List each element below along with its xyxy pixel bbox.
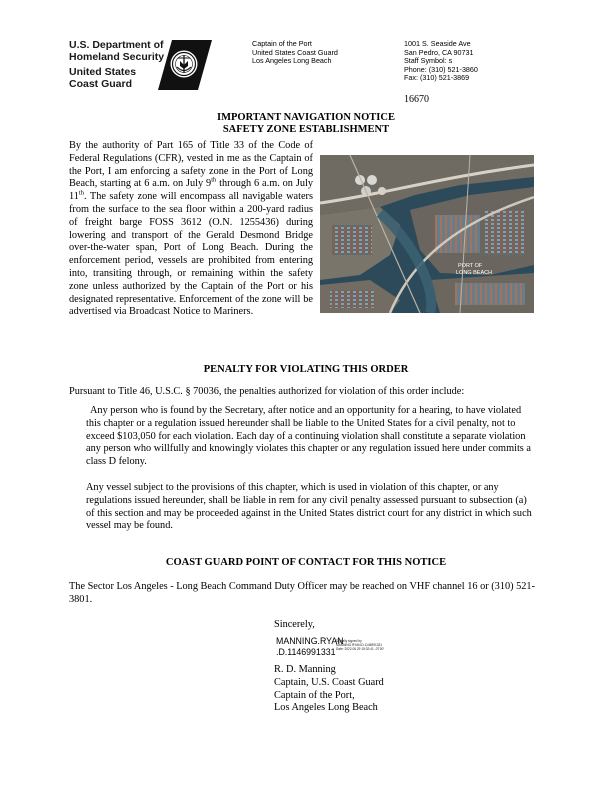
notice-text-c: . The safety zone will encompass all navigable waters from the surface to the sea floor within a 200-yard radius of freight barge FOSS 3612 (O.N. 1255436) during lowering and transport of the Gerald Desmond Bridge over-the-water span, Port of Long Beach. During the enforcement period, vessels are prohibited from entering into, transiting through, or remaining within the safety zone unless authorized by the Captain of the Port or his designated representative. Enforcement of the zone will be advertised via Broadcast Notice to Mariners. — [69, 191, 313, 318]
dhs-line-1: U.S. Department of — [69, 39, 164, 51]
closing: Sincerely, — [274, 619, 315, 630]
address-line: 1001 S. Seaside Ave — [404, 39, 471, 48]
signatory-block — [274, 664, 384, 715]
reference-number: 16670 — [404, 94, 429, 105]
dhs-line-2: Homeland Security — [69, 51, 165, 63]
office-line: United States Coast Guard — [252, 47, 338, 57]
notice-paragraph — [69, 140, 313, 319]
penalty-intro: Pursuant to Title 46, U.S.C. § 70036, the penalties authorized for violation of this order include: — [69, 386, 465, 397]
notice-title-line-1: IMPORTANT NAVIGATION NOTICE — [217, 112, 395, 123]
uscg-line-1: United States — [69, 66, 137, 78]
office-line: Los Angeles Long Beach — [252, 56, 332, 66]
notice-text-b: through 6 a.m. on July 11 — [69, 178, 313, 203]
office-block — [252, 40, 338, 66]
penalty-item-2: Any vessel subject to the provisions of this chapter, which is used in violation of this chapter, or any regulations issued hereunder, shall be liable in rem for any civil penalty assessed pursuant to subsection (a) of this section and may be proceeded against in the United States district court for any district in which such vessel may be found. — [86, 482, 532, 532]
contact-heading: COAST GUARD POINT OF CONTACT FOR THIS NOTICE — [165, 557, 447, 568]
port-aerial-photo — [320, 155, 534, 313]
address-line: Fax: (310) 521-3869 — [404, 73, 470, 83]
uscg-wordmark — [69, 66, 136, 90]
notice-title-line-2: SAFETY ZONE ESTABLISHMENT — [222, 124, 390, 135]
address-line: Phone: (310) 521-3860 — [404, 64, 478, 74]
map-label: LONG BEACH — [456, 270, 493, 276]
superscript-th: th — [211, 176, 217, 184]
uscg-line-2: Coast Guard — [69, 78, 133, 90]
address-line: San Pedro, CA 90731 — [404, 47, 474, 57]
penalty-heading: PENALTY FOR VIOLATING THIS ORDER — [203, 364, 409, 375]
digital-note-line: Digitally signed by — [336, 639, 362, 643]
digital-note-line: MANNING.RYAN.D.1146991331 — [336, 643, 383, 648]
digital-signature-note — [336, 639, 384, 652]
office-line: Captain of the Port — [252, 39, 312, 48]
contact-text: The Sector Los Angeles - Long Beach Command Duty Officer may be reached on VHF channel 16 or (310) 521-3801. — [69, 581, 535, 605]
superscript-th: th — [78, 189, 84, 197]
dhs-wordmark — [69, 39, 164, 63]
signatory-name: R. D. Manning — [274, 664, 336, 675]
address-block — [404, 40, 478, 83]
address-line: Staff Symbol: s — [404, 56, 453, 66]
penalty-item-1: Any person who is found by the Secretary, after notice and an opportunity for a hearing, to have violated this chapter or a regulation issued hereunder shall be liable to the United States for a civil penalty, not to exceed $103,050 for each violation. Each day of a continuing violation shall constitute a separate violation any person who willfully and knowingly violates this chapter or any regulation issued here under commits a class D felony. — [86, 405, 531, 468]
digital-signature-name-1: MANNING.RYAN — [276, 636, 344, 646]
coast-guard-emblem-icon — [158, 40, 212, 90]
signatory-title: Los Angeles Long Beach — [274, 702, 378, 714]
digital-signature — [276, 636, 344, 658]
digital-note-line: Date: 2022.06.29 15:32:41 -07'00' — [336, 647, 385, 652]
digital-signature-name-2: .D.1146991331 — [276, 647, 336, 657]
signatory-title: Captain of the Port, — [274, 689, 355, 701]
map-label: PORT OF — [458, 263, 483, 269]
notice-text-a: By the authority of Part 165 of Title 33 of the Code of Federal Regulations (CFR), vested in me as the Captain of the Port, I am enforcing a safety zone in the Port of Long Beach, starting at 6 a.m. on July 9 — [69, 140, 313, 190]
signatory-title: Captain, U.S. Coast Guard — [274, 676, 384, 688]
